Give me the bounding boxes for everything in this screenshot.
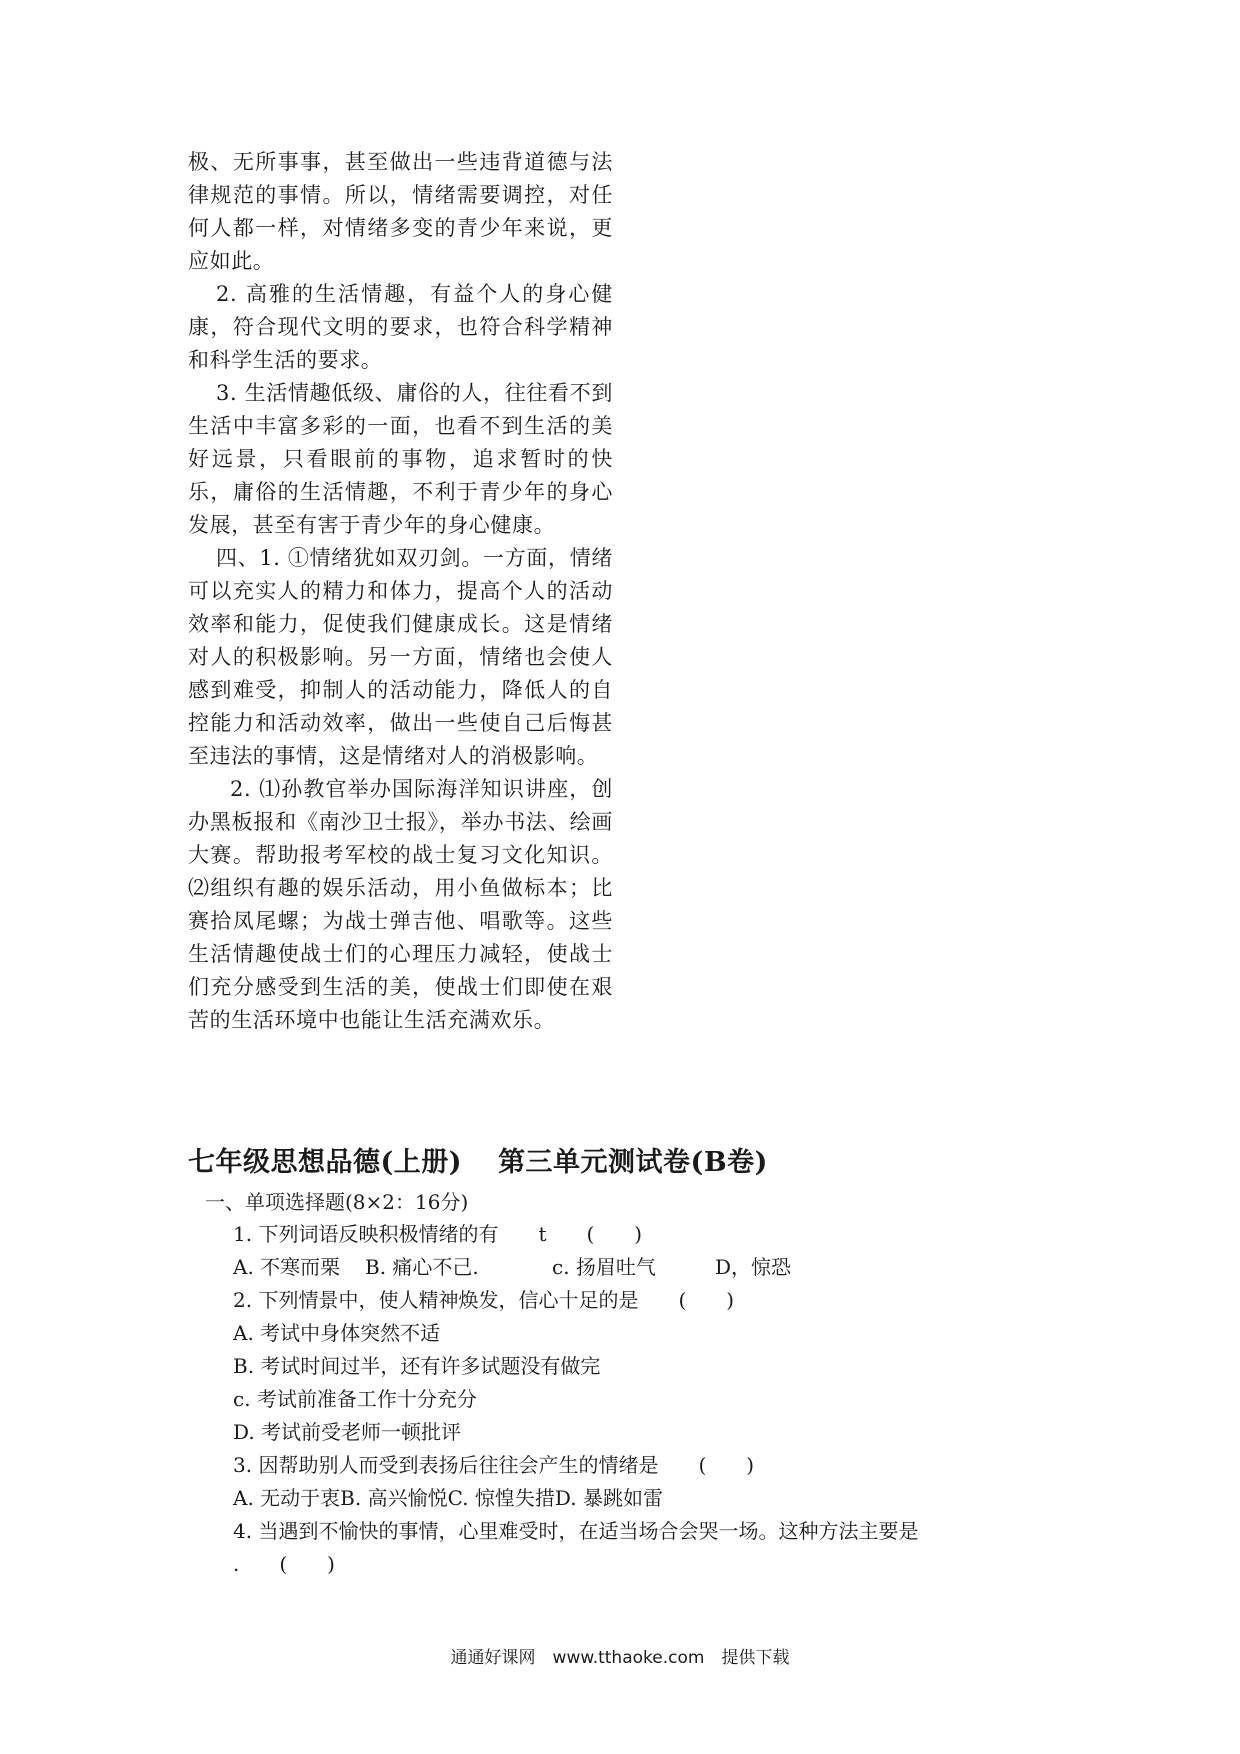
answer-paragraph-4: 四、1. ①情绪犹如双刃剑。一方面，情绪可以充实人的精力和体力，提高个人的活动效率和能力，促使我们健康成长。这是情绪对人的积极影响。另一方面，情绪也会使人感到难受，抑制人的活动能力，降低人的自控能力和活动效率，做出一些使自己后悔甚至违法的事情，这是情绪对人的消极影响。	[188, 546, 613, 768]
question-1: 1. 下列词语反映积极情绪的有 t ( )	[233, 1222, 643, 1246]
option: A. 无动于衷	[233, 1486, 341, 1510]
option: D. 暴跳如雷	[554, 1486, 663, 1510]
option: B. 高兴愉悦	[340, 1486, 448, 1510]
option: A. 考试中身体突然不适	[233, 1321, 441, 1345]
option: B. 考试时间过半，还有许多试题没有做完	[233, 1354, 601, 1378]
answer-paragraph-3: 3. 生活情趣低级、庸俗的人，往往看不到生活中丰富多彩的一面，也看不到生活的美好远景，只看眼前的事物，追求暂时的快乐，庸俗的生活情趣，不利于青少年的身心发展，甚至有害于青少年的身心健康。	[188, 381, 613, 537]
option: c. 考试前准备工作十分充分	[233, 1387, 477, 1411]
question-3-options	[233, 1482, 1005, 1515]
test-title-right: 第三单元测试卷(B卷)	[498, 1147, 768, 1178]
question-section	[205, 1186, 1005, 1581]
test-title-left: 七年级思想品德(上册)	[188, 1147, 463, 1178]
option: D，惊恐	[715, 1255, 792, 1279]
option: B. 痛心不己.	[365, 1255, 479, 1279]
option: A. 不寒而栗	[233, 1255, 341, 1279]
answer-section	[188, 146, 613, 1037]
answer-paragraph-5: 2. ⑴孙教官举办国际海洋知识讲座，创办黑板报和《南沙卫士报》，举办书法、绘画大赛。帮助报考军校的战士复习文化知识。⑵组织有趣的娱乐活动，用小鱼做标本；比赛拾凤尾螺；为战士弹吉他、唱歌等。这些生活情趣使战士们的心理压力减轻，使战士们充分感受到生活的美，使战士们即使在艰苦的生活环境中也能让生活充满欢乐。	[188, 777, 613, 1032]
question-4-tail: . ( )	[233, 1552, 335, 1576]
question-2: 2. 下列情景中，使人精神焕发，信心十足的是 ( )	[233, 1288, 735, 1312]
option: c. 扬眉吐气	[552, 1255, 656, 1279]
question-3: 3. 因帮助别人而受到表扬后往往会产生的情绪是 ( )	[233, 1453, 755, 1477]
section-heading: 一、单项选择题(8×2：16分)	[205, 1190, 469, 1214]
answer-paragraph-1: 极、无所事事，甚至做出一些违背道德与法律规范的事情。所以，情绪需要调控，对任何人都一样，对情绪多变的青少年来说，更应如此。	[188, 150, 613, 273]
answer-paragraph-2: 2. 高雅的生活情趣，有益个人的身心健康，符合现代文明的要求，也符合科学精神和科学生活的要求。	[188, 282, 613, 372]
page-footer: 通通好课网 www.tthaoke.com 提供下载	[450, 1648, 790, 1668]
option: D. 考试前受老师一顿批评	[233, 1420, 462, 1444]
option: C. 惊惶失措	[447, 1486, 555, 1510]
question-1-options	[233, 1251, 1005, 1284]
question-4: 4. 当遇到不愉快的事情，心里难受时，在适当场合会哭一场。这种方法主要是	[233, 1519, 919, 1543]
question-list	[233, 1218, 1005, 1581]
test-title	[188, 1143, 768, 1183]
